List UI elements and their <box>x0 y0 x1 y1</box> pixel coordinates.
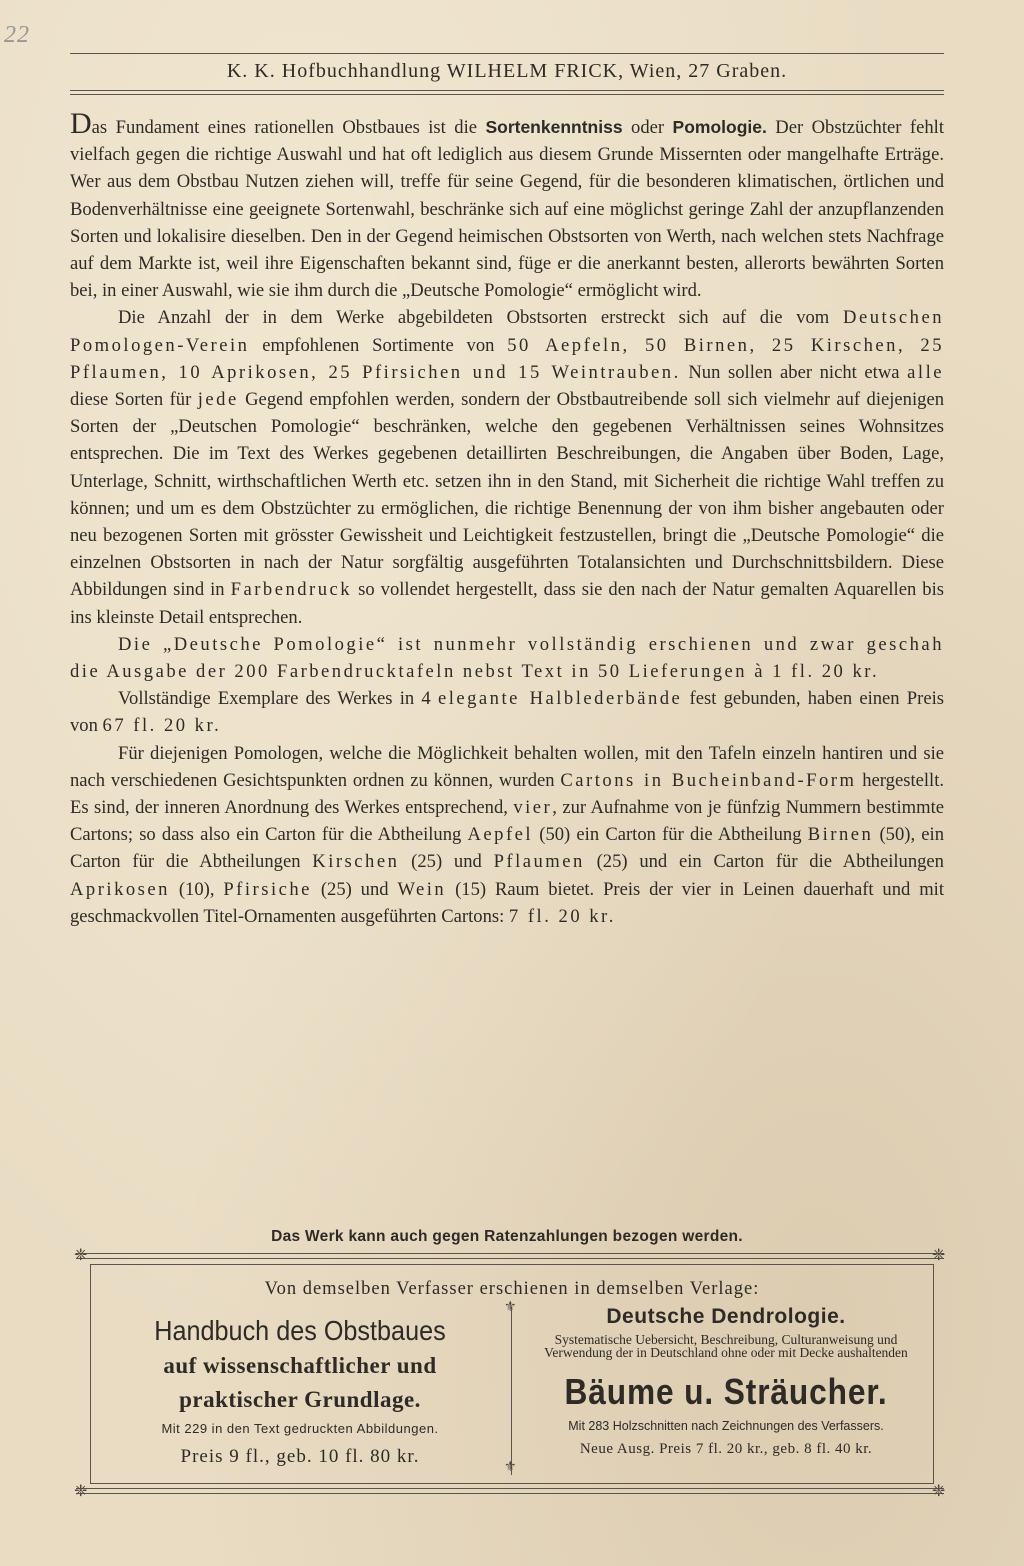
header-bottom-rule-2 <box>70 94 944 95</box>
emphasis: Pomologie. <box>672 117 767 137</box>
spaced-text: Pfirsiche <box>223 878 312 900</box>
handbuch-title: Handbuch des Obstbaues <box>154 1315 446 1346</box>
spaced-text: elegante Halblederbände <box>437 688 683 710</box>
text-run: (10), <box>169 878 224 900</box>
spaced-text: jede <box>197 389 239 411</box>
text-run: Der Obstzüchter fehlt vielfach gegen die richtige Auswahl und hat oft lediglich aus diesem Grunde Missernten oder mangelhafte Erträge. Wer aus dem Obstbau Nutzen ziehen will, treffe für seine Gegend, für die besonderen klimatischen, örtlichen und Bodenverhältnisse eine geeignete Sortenwahl, beschränke sich auf eine möglichst geringe Zahl der anzupflanzenden Sorten und lokalisire dieselben. Den in der Gegend heimischen Obstsorten von Werth, nach welchen stets Nachfrage auf dem Markte ist, weil ihre Eigenschaften bekannt sind, füge er die anerkannt besten, allerorts bewährten Sorten bei, in einer Auswahl, wie sie ihm durch die „Deutsche Pomologie“ ermöglicht wird. <box>70 117 944 302</box>
handbuch-subtitle-1: auf wissenschaftlicher und <box>163 1353 437 1378</box>
dendrologie-title: Deutsche Dendrologie. <box>606 1305 846 1328</box>
paragraph-2 <box>70 304 944 630</box>
spaced-text: vier <box>513 797 553 819</box>
ad-dendrologie <box>517 1305 935 1458</box>
text-run: diese Sorten für <box>70 389 198 411</box>
paragraph-1 <box>70 107 944 304</box>
corner-ornament-icon: ❈ <box>74 1483 88 1500</box>
text-run: (25) und <box>399 851 494 873</box>
spaced-text: Wein <box>397 878 447 900</box>
ornamental-rule-top <box>76 1253 944 1259</box>
dendrologie-main-title: Bäume u. Sträucher. <box>564 1371 888 1412</box>
text-run: , zur Aufnahme von je fünfzig Nummern bestimmte Cartons; so dass also ein Carton für die Abtheilung <box>70 797 944 846</box>
corner-ornament-icon: ❈ <box>932 1247 946 1264</box>
text-run: (50), ein Carton für die Abtheilungen <box>70 824 944 873</box>
ornamental-rule-bottom <box>76 1488 944 1494</box>
divider-ornament-icon: ⚜ <box>504 1300 517 1315</box>
ad-handbuch <box>91 1305 509 1468</box>
handbuch-illustrations: Mit 229 in den Text gedruckten Abbildungen. <box>161 1421 439 1436</box>
text-run: (15) Raum bietet. Preis der vier in Leinen dauerhaft und mit geschmackvollen Titel-Ornamenten ausgeführten Cartons: <box>70 878 944 927</box>
paragraph-3: Die „Deutsche Pomologie“ ist nunmehr vollständig erschienen und zwar geschah die Ausgabe der 200 Farbendrucktafeln nebst Text in 50 Lieferungen à 1 fl. 20 kr. <box>70 633 944 683</box>
page-number: 22 <box>4 22 30 48</box>
corner-ornament-icon: ❈ <box>74 1247 88 1264</box>
publisher-ad-box <box>90 1264 934 1484</box>
drop-cap: D <box>70 107 92 140</box>
spaced-text: Deutschen Pomologen-Verein <box>70 307 944 356</box>
spaced-text: alle <box>907 361 944 383</box>
text-run: hergestellt. Es sind, der inneren Anordnung des Werkes entsprechend, <box>70 769 945 819</box>
text-run: Gegend empfohlen werden, sondern der Obstbautreibende soll sich vielmehr auf diejenigen Sorten der „Deutschen Pomologie“ beschränken, welche den gegebenen Verhältnissen seines Wohnsitzes entsprechen. Die im Text des Werkes gegebenen detaillirten Beschreibungen, die Angaben über Boden, Lage, Unterlage, Schnitt, wirthschaftlichen Werth etc. setzen ihn in den Stand, mit Sicherheit die richtige Wahl treffen zu können; und um es dem Obstzüchter zu ermöglichen, die richtige Benennung der von ihm bisher angebauten oder neu bezogenen Sorten mit grösster Gewissheit und Leichtigkeit festzustellen, bringt die „Deutsche Pomologie“ die einzelnen Obstsorten in nach der Natur sorgfältig ausgeführten Totalansichten und Durchschnittsbildern. Diese Abbildungen sind in <box>70 389 944 601</box>
spaced-text: Aprikosen <box>70 878 170 900</box>
spaced-text: Cartons in Bucheinband-Form <box>560 769 857 791</box>
running-header: K. K. Hofbuchhandlung WILHELM FRICK, Wien, 27 Graben. <box>226 60 788 82</box>
text-run: as Fundament eines rationellen Obstbaues ist die <box>91 117 486 138</box>
text-run: Vollständige Exemplare des Werkes in 4 <box>118 688 438 710</box>
emphasis: Sortenkenntniss <box>485 117 623 137</box>
spaced-text: Farbendruck <box>230 579 353 601</box>
divider-ornament-icon: ⚜ <box>504 1460 517 1475</box>
spaced-text: Kirschen <box>312 851 400 873</box>
column-divider <box>511 1307 512 1475</box>
installment-note: Das Werk kann auch gegen Ratenzahlungen bezogen werden. <box>271 1228 743 1245</box>
text-run: Nun sollen aber nicht etwa <box>680 361 908 383</box>
spaced-text: 7 fl. 20 kr. <box>508 905 616 927</box>
dendrologie-subtitle: Systematische Uebersicht, Beschreibung, Culturanweisung und Verwendung der in Deutschland ohne oder mit Decke aushaltenden <box>544 1332 908 1360</box>
main-text <box>70 107 945 930</box>
spaced-text: Birnen <box>807 824 874 846</box>
handbuch-subtitle-2: praktischer Grundlage. <box>179 1387 421 1412</box>
text-run: fest gebunden, haben einen Preis von <box>70 688 944 737</box>
header-bottom-rule <box>70 90 944 91</box>
spaced-text: 67 fl. 20 kr. <box>102 715 222 737</box>
text-run: empfohlenen Sortimente von <box>249 334 508 356</box>
corner-ornament-icon: ❈ <box>932 1483 946 1500</box>
ad-heading: Von demselben Verfasser erschienen in demselben Verlage: <box>264 1279 760 1299</box>
text-run: oder <box>622 117 673 138</box>
text-run: Für diejenigen Pomologen, welche die Möglichkeit behalten wollen, mit den Tafeln einzeln hantiren und sie nach verschiedenen Gesichtspunkten ordnen zu können, wurden <box>70 742 944 791</box>
spaced-text: Aepfel <box>467 824 534 846</box>
spaced-text: 50 Aepfeln, 50 Birnen, 25 Kirschen, 25 Pflaumen, 10 Aprikosen, 25 Pfirsichen und 15 Weintrauben. <box>70 334 945 383</box>
spaced-text: Pflaumen <box>493 851 585 873</box>
dendrologie-illustrations: Mit 283 Holzschnitten nach Zeichnungen des Verfassers. <box>568 1419 884 1433</box>
text-run: so vollendet hergestellt, dass sie den nach der Natur gemalten Aquarellen bis ins kleinste Detail entsprechen. <box>70 579 944 628</box>
text-run: (50) ein Carton für die Abtheilung <box>533 824 808 846</box>
text-run: Die Anzahl der in dem Werke abgebildeten Obstsorten erstreckt sich auf die vom <box>118 307 844 329</box>
handbuch-price: Preis 9 fl., geb. 10 fl. 80 kr. <box>180 1446 420 1467</box>
text-run: (25) und <box>311 878 398 900</box>
paragraph-5 <box>70 740 944 930</box>
header-top-rule <box>70 53 944 54</box>
paragraph-4 <box>70 685 944 739</box>
dendrologie-price: Neue Ausg. Preis 7 fl. 20 kr., geb. 8 fl. 40 kr. <box>579 1441 873 1457</box>
text-run: (25) und ein Carton für die Abtheilungen <box>584 851 944 873</box>
